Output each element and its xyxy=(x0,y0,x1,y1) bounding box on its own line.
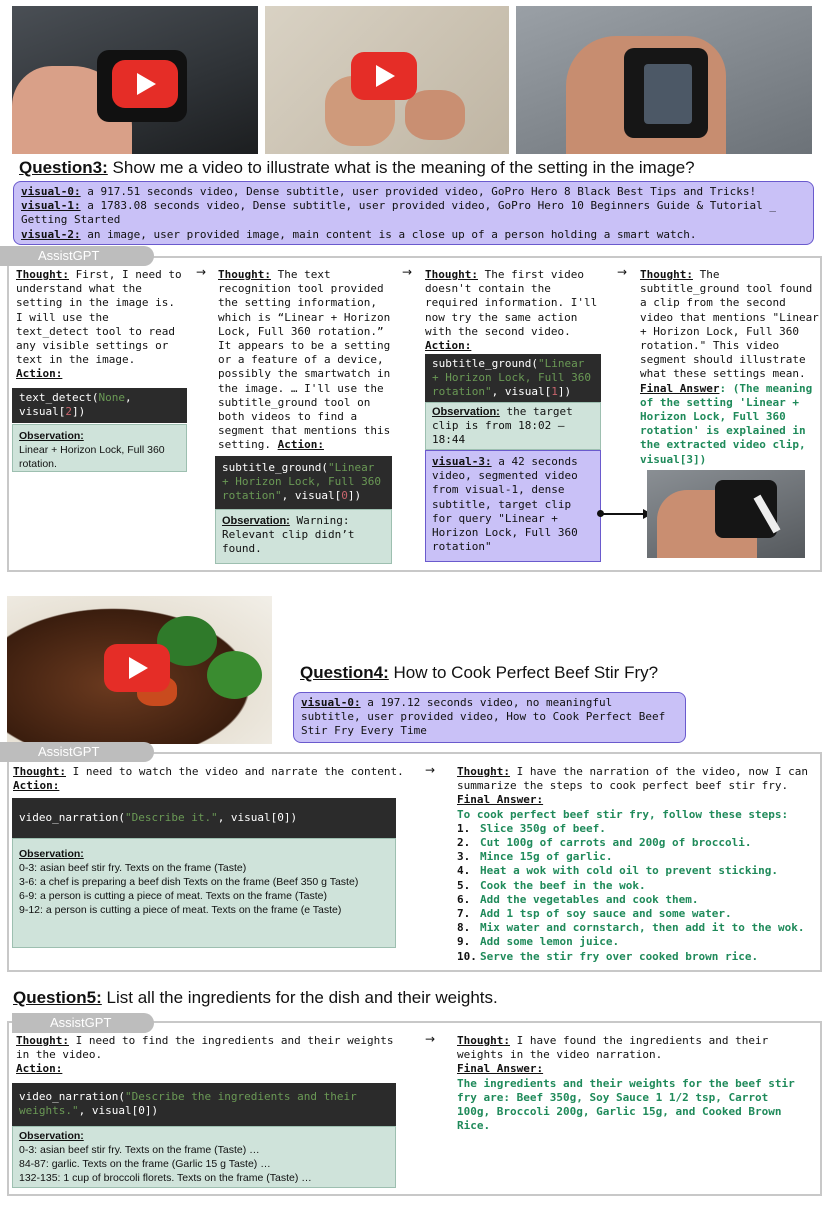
step-item: 3. Mince 15g of garlic. xyxy=(457,850,613,864)
arrow-icon: → xyxy=(617,265,628,279)
q3-step3-thought: Thought: The first video doesn't contain the required information. I'll now try the same action with the second video. Action: xyxy=(425,268,598,353)
play-icon[interactable] xyxy=(112,60,178,108)
question5-label: Question5: xyxy=(13,988,102,1007)
assistgpt-tab: AssistGPT xyxy=(0,742,154,762)
step-item: 10. Serve the stir fry over cooked brown rice. xyxy=(457,949,759,963)
question4-label: Question4: xyxy=(300,663,389,682)
visual-item: visual-0: a 917.51 seconds video, Dense subtitle, user provided video, GoPro Hero 8 Black Best Tips and Tricks! xyxy=(21,185,757,198)
play-icon[interactable] xyxy=(351,52,417,100)
question4-text: How to Cook Perfect Beef Stir Fry? xyxy=(393,663,659,682)
q3-step3-code: subtitle_ground("Linear + Horizon Lock, Full 360 rotation", visual[1]) xyxy=(425,354,601,402)
observation-line: 0-3: asian beef stir fry. Texts on the frame (Taste) xyxy=(19,862,247,874)
extracted-video-clip[interactable] xyxy=(647,470,805,558)
beef-stir-fry-video-thumbnail[interactable] xyxy=(7,596,272,744)
q3-step1-thought: Thought: First, I need to understand what the setting in the image is. I will use the text_detect tool to read any visible settings or text in the image. Action: xyxy=(16,268,182,381)
step-item: 4. Heat a wok with cold oil to prevent sticking. xyxy=(457,864,779,878)
q3-step2-code: subtitle_ground("Linear + Horizon Lock, Full 360 rotation", visual[0]) xyxy=(215,456,392,509)
q3-step3-observation: Observation: the target clip is from 18:02 – 18:44 xyxy=(425,402,601,450)
question3-title xyxy=(19,158,809,178)
question3-visuals-box xyxy=(13,181,814,245)
step-item: 1. Slice 350g of beef. xyxy=(457,821,606,835)
q4-code: video_narration("Describe it.", visual[0]) xyxy=(12,798,396,838)
q3-visual3-box: visual-3: a 42 seconds video, segmented video from visual-1, dense subtitle, target clip for query "Linear + Horizon Lock, Full 360 rotation" xyxy=(425,450,601,562)
q4-left-thought: Thought: I need to watch the video and narrate the content. Action: xyxy=(13,765,404,793)
arrow-icon: → xyxy=(402,265,413,279)
q3-step1-observation: Observation: Linear + Horizon Lock, Full 360 rotation. xyxy=(12,424,187,472)
step-item: 2. Cut 100g of carrots and 200g of broccoli. xyxy=(457,836,752,850)
image-thumbnail-3 xyxy=(516,6,812,154)
observation-line: 132-135: 1 cup of broccoli florets. Texts on the frame (Taste) … xyxy=(19,1172,312,1184)
play-icon[interactable] xyxy=(104,644,170,692)
step-item: 5. Cook the beef in the wok. xyxy=(457,878,646,892)
arrow-icon: → xyxy=(425,763,436,777)
step-item: 6. Add the vegetables and cook them. xyxy=(457,892,699,906)
video-thumbnail-2[interactable] xyxy=(265,6,509,154)
question3-label: Question3: xyxy=(19,158,108,177)
question4-title xyxy=(300,663,800,683)
question4-visual-box: visual-0: a 197.12 seconds video, no meaningful subtitle, user provided video, How to Cook Perfect Beef Stir Fry Every Time xyxy=(293,692,686,743)
step-item: 7. Add 1 tsp of soy sauce and some water. xyxy=(457,907,732,921)
visual-item: visual-2: an image, user provided image, main content is a close up of a person holding a smart watch. xyxy=(21,227,697,241)
q3-step2-thought: Thought: The text recognition tool provided the setting information, which is “Linear + Horizon Lock, Full 360 rotation.” It appears to be a setting or a feature of a device, possibly the smartwatch in the image. … I'll use the subtitle_ground tool on both videos to find a segment that mentions this setting. Action: xyxy=(218,268,391,452)
observation-line: 84-87: garlic. Texts on the frame (Garlic 15 g Taste) … xyxy=(19,1158,271,1170)
connector-dot xyxy=(597,510,604,517)
step-item: 9. Add some lemon juice. xyxy=(457,935,620,949)
question5-title xyxy=(13,988,803,1008)
q3-step2-observation: Observation: Warning: Relevant clip didn’t found. xyxy=(215,509,392,564)
video-thumbnail-1[interactable] xyxy=(12,6,258,154)
visual-item: visual-1: a 1783.08 seconds video, Dense subtitle, user provided video, GoPro Hero 10 Beginners Guide & Tutorial _ Getting Started xyxy=(21,199,776,227)
observation-line: 3-6: a chef is preparing a beef dish Texts on the frame (Beef 350 g Taste) xyxy=(19,876,359,888)
observation-line: 0-3: asian beef stir fry. Texts on the frame (Taste) … xyxy=(19,1144,260,1156)
q5-observation: Observation: 0-3: asian beef stir fry. Texts on the frame (Taste) … 84-87: garlic. Texts on the frame (Garlic 15 g Taste) … 132-135: 1 cup of broccoli florets. Texts on the frame (Taste) … xyxy=(12,1126,396,1188)
steps-list xyxy=(457,822,817,964)
question5-text: List all the ingredients for the dish and their weights. xyxy=(106,988,498,1007)
step-item: 8. Mix water and cornstarch, then add it to the wok. xyxy=(457,921,805,935)
q4-right-answer: Thought: I have the narration of the video, now I can summarize the steps to cook perfect beef stir fry. Final Answer: To cook perfect beef stir fry, follow these steps: 1. Slice 350g of beef. 2. Cut 100g of carrots and 200g of broccoli. 3. Mince 15g of garlic. 4. Heat a wok with cold oil to prevent sticking. 5. Cook the beef in the wok. 6. Add the vegetables and cook them. 7. Add 1 tsp of soy sauce and some water. 8. Mix water and cornstarch, then add it to the wok. 9. Add some lemon juice. 10. Serve the stir fry over cooked brown rice. xyxy=(457,765,817,964)
q4-observation: Observation: 0-3: asian beef stir fry. Texts on the frame (Taste) 3-6: a chef is preparing a beef dish Texts on the frame (Beef 350 g Taste) 6-9: a person is cutting a piece of meat. Texts on the frame (Taste) 9-12: a person is cutting a piece of meat. Texts on the frame (e Taste) xyxy=(12,838,396,948)
q5-right-answer: Thought: I have found the ingredients and their weights in the video narration. Final Answer: The ingredients and their weights for the beef stir fry are: Beef 350g, Soy Sauce 1 1/2 tsp, Carrot 100g, Broccoli 200g, Garlic 15g, and Cooked Brown Rice. xyxy=(457,1034,795,1133)
q5-left-thought: Thought: I need to find the ingredients and their weights in the video. Action: xyxy=(16,1034,394,1076)
question3-text: Show me a video to illustrate what is the meaning of the setting in the image? xyxy=(112,158,695,177)
q3-step4-thought: Thought: The subtitle_ground tool found a clip from the second video that mentions "Linear + Horizon Lock, Full 360 rotation." This video segment should illustrate what these settings mean. Final Answer: (The meaning of the setting 'Linear + Horizon Lock, Full 360 rotation' is explained in the extracted video clip, visual[3]) xyxy=(640,268,819,466)
arrow-icon: → xyxy=(425,1032,436,1046)
arrow-icon: → xyxy=(196,265,207,279)
assistgpt-tab: AssistGPT xyxy=(12,1013,154,1033)
observation-line: 6-9: a person is cutting a piece of meat. Texts on the frame (Taste) xyxy=(19,890,327,902)
q5-code: video_narration("Describe the ingredients and their weights.", visual[0]) xyxy=(12,1083,396,1126)
assistgpt-tab: AssistGPT xyxy=(0,246,154,266)
q3-step1-code: text_detect(None, visual[2]) xyxy=(12,388,187,423)
observation-line: 9-12: a person is cutting a piece of meat. Texts on the frame (e Taste) xyxy=(19,904,342,916)
